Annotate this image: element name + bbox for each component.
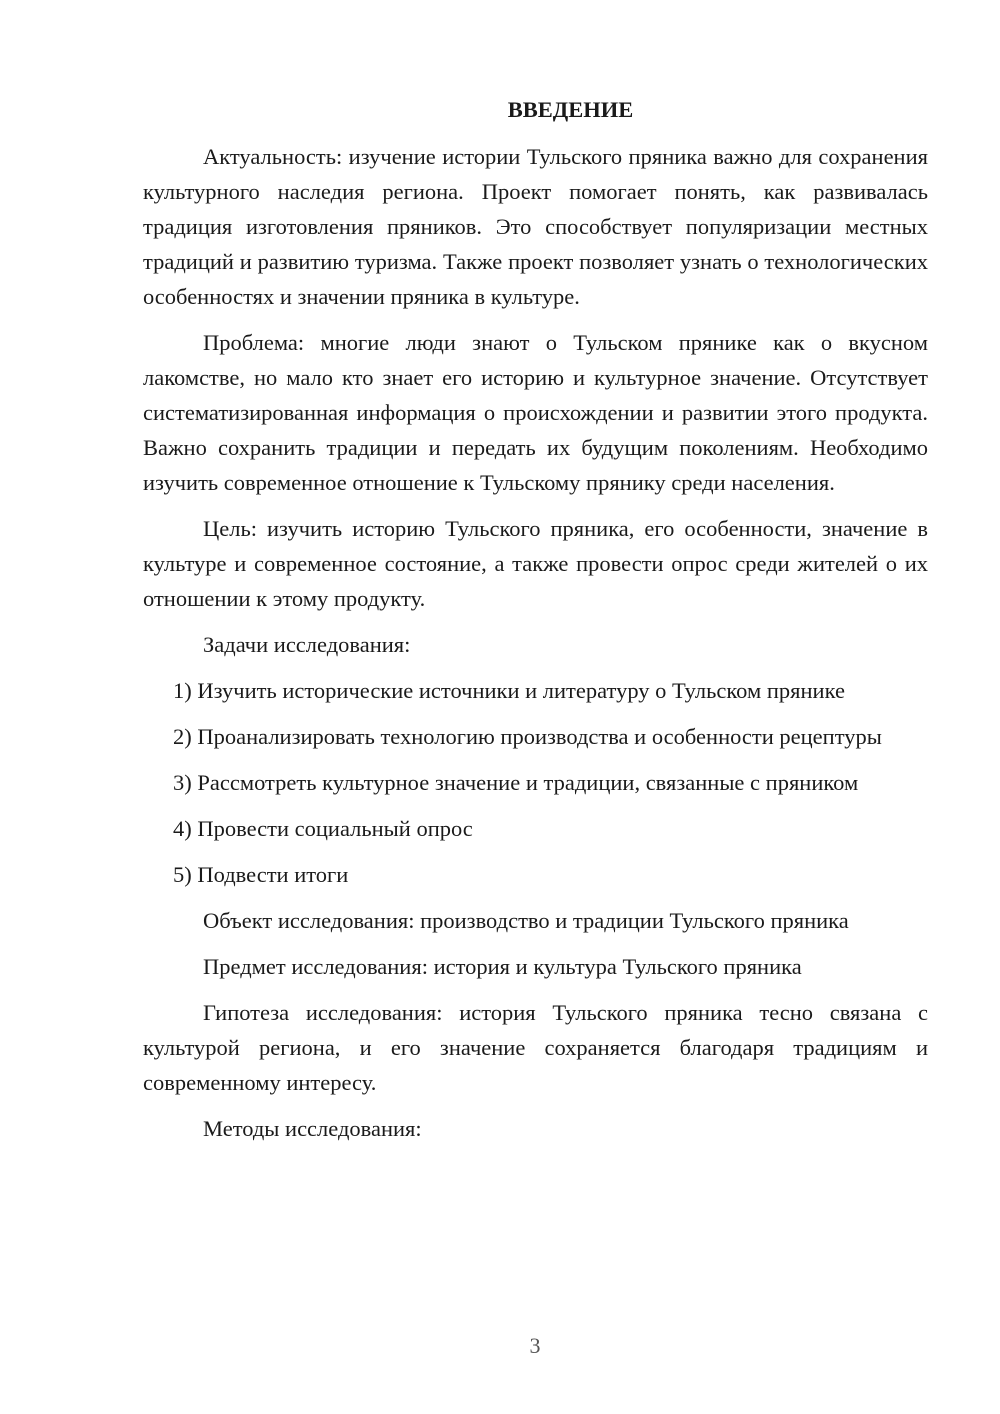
page-number: 3 [529,1333,541,1358]
object-paragraph: Объект исследования: производство и традиции Тульского пряника [203,908,849,933]
subject-paragraph: Предмет исследования: история и культура Тульского пряника [203,954,802,979]
task-item-2: 2) Проанализировать технологию производства и особенности рецептуры [173,724,882,749]
document-page [143,96,928,1157]
relevance-paragraph: Актуальность: изучение истории Тульского пряника важно для сохранения культурного наследия региона. Проект помогает понять, как развивалась традиция изготовления пряников. Это способствует популяризации местных традиций и развитию туризма. Также проект позволяет узнать о технологических особенностях и значении пряника в культуре. [143,144,928,309]
task-item-5: 5) Подвести итоги [173,862,349,887]
problem-paragraph: Проблема: многие люди знают о Тульском прянике как о вкусном лакомстве, но мало кто знает его историю и культурное значение. Отсутствует систематизированная информация о происхождении и развитии этого продукта. Важно сохранить традиции и передать их будущим поколениям. Необходимо изучить современное отношение к Тульскому прянику среди населения. [143,330,928,495]
hypothesis-paragraph: Гипотеза исследования: история Тульского пряника тесно связана с культурой региона, и его значение сохраняется благодаря традициям и современному интересу. [143,1000,928,1095]
goal-paragraph: Цель: изучить историю Тульского пряника, его особенности, значение в культуре и современное состояние, а также провести опрос среди жителей о их отношении к этому продукту. [143,516,928,611]
methods-title: Методы исследования: [203,1116,422,1141]
task-item-1: 1) Изучить исторические источники и литературу о Тульском прянике [173,678,845,703]
tasks-title: Задачи исследования: [203,632,411,657]
section-heading: ВВЕДЕНИЕ [507,97,634,122]
task-item-3: 3) Рассмотреть культурное значение и традиции, связанные с пряником [173,770,859,795]
task-item-4: 4) Провести социальный опрос [173,816,473,841]
